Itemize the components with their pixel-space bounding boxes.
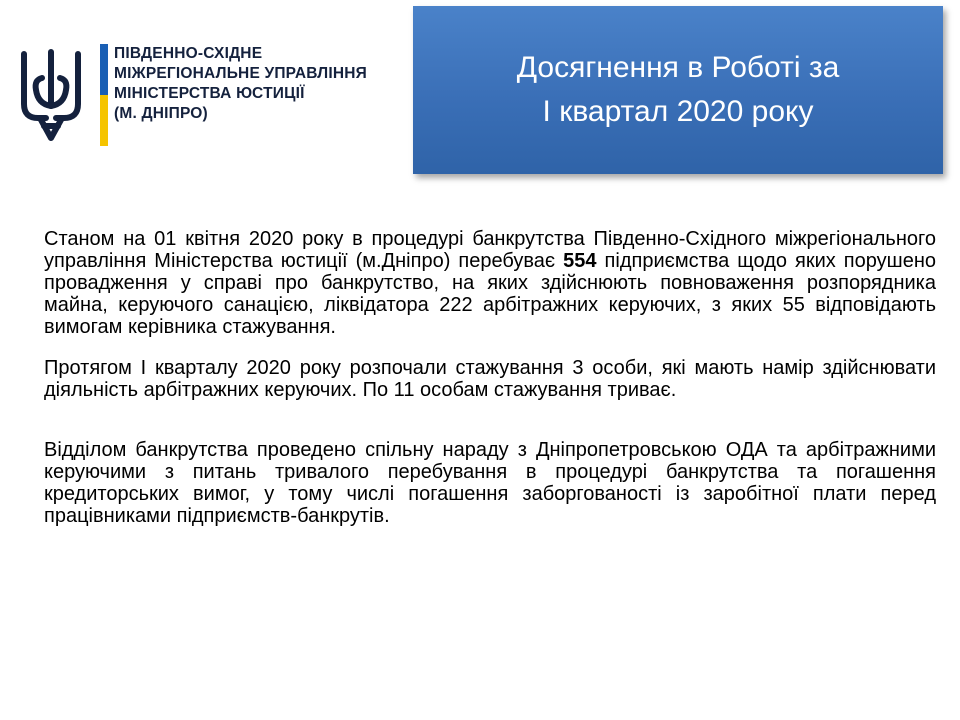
paragraph-3: Відділом банкрутства проведено спільну нараду з Дніпропетровською ОДА та арбітражними керуючими з питань тривалого перебування в процедурі банкрутства та погашення кредиторських вимог, у тому числі погашення заборгованості із заробітної плати перед працівниками підприємств-банкрутів. [44,439,936,527]
enterprise-count: 554 [563,250,597,272]
title-line-1: Досягнення в Роботі за [516,51,840,84]
logo-line: МІЖРЕГІОНАЛЬНЕ УПРАВЛІННЯ [114,65,367,82]
logo-line: (М. ДНІПРО) [114,105,208,122]
trident-icon [16,46,86,146]
paragraph-1-part-1: Станом на 01 квітня 2020 року в процедурі банкрутства Південно-Східного міжрегіонального управління Міністерства юстиції (м.Дніпро) перебуває [44,228,936,272]
logo-line: МІНІСТЕРСТВА ЮСТИЦІЇ [114,85,305,102]
paragraph-1 [44,228,936,338]
paragraph-1-part-2: підприємства щодо яких порушено провадження у справі про банкрутство, на яких здійснюють повноваження розпорядника майна, керуючого санацією, ліквідатора 222 арбітражних керуючих, з яких 55 відповідають вимогам керівника стажування. [44,250,936,338]
title-box [413,6,943,174]
flag-bar [100,44,108,146]
ministry-logo [16,40,396,150]
title-line-2: І квартал 2020 року [542,95,814,128]
logo-line: ПІВДЕННО-СХІДНЕ [114,45,263,62]
paragraph-2: Протягом І кварталу 2020 року розпочали стажування 3 особи, які мають намір здійснювати діяльність арбітражних керуючих. По 11 особам стажування триває. [44,357,936,401]
logo-text [114,44,367,124]
body-text [44,228,936,527]
